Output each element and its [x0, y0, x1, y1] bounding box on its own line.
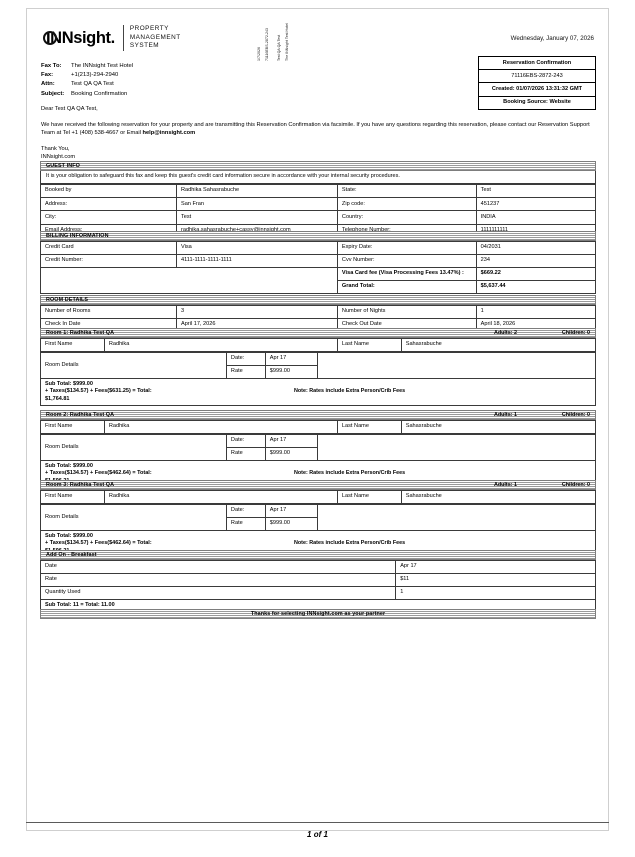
table-row	[41, 490, 596, 503]
innsight-logo	[41, 25, 181, 51]
table-row	[41, 211, 596, 224]
room-2-subtotal-line-2: + Taxes($134.57) + Fees($462.64) = Total:	[45, 470, 152, 477]
logo-circle-icon	[43, 31, 57, 45]
room-2-last-name-label: Last Name	[337, 420, 401, 433]
billing-spacer-2	[176, 267, 337, 293]
letter-paragraph	[41, 121, 593, 138]
fax-meta-row	[41, 71, 133, 80]
table-row	[41, 185, 596, 198]
addon-subtotal-text: Sub Total: 11 = Total: 11.00	[45, 602, 115, 609]
table-row	[41, 198, 596, 211]
check-out-value: April 18, 2026	[476, 318, 595, 331]
letter-signature	[41, 145, 593, 161]
footer-divider	[26, 822, 609, 823]
room-details-title: ROOM DETAILS	[46, 297, 89, 304]
number-of-rooms-label: Number of Rooms	[41, 305, 177, 318]
addon-table	[40, 560, 596, 601]
table-row	[41, 267, 596, 280]
room-block-3	[40, 480, 596, 558]
room-1-date-label: Date:	[226, 352, 265, 365]
room-3-details-label: Room Details	[41, 504, 227, 530]
room-3-rate-label: Rate	[226, 517, 265, 530]
room-1-last-name-label: Last Name	[337, 338, 401, 351]
room-2-date-label: Date:	[226, 434, 265, 447]
number-of-nights-value: 1	[476, 305, 595, 318]
grand-total-value: $5,637.44	[476, 281, 595, 294]
fax-sheet	[26, 8, 609, 831]
room-2-subtotal-line-1: Sub Total: $999.00	[45, 463, 93, 470]
booked-by-value: Radhika Sahasrabuche	[176, 185, 337, 198]
thanks-section	[40, 609, 596, 619]
room-3-last-name-label: Last Name	[337, 490, 401, 503]
room-3-subtotal-line-2: + Taxes($134.57) + Fees($462.64) = Total:	[45, 540, 152, 547]
city-value: Test	[176, 211, 337, 224]
guest-info-table	[40, 184, 596, 238]
addon-title: Add On - Breakfast	[46, 552, 97, 559]
logo-wordmark	[41, 29, 115, 48]
zip-label: Zip code:	[337, 198, 476, 211]
addon-date-label: Date	[41, 560, 396, 573]
guest-info-disclaimer: It is your obligation to safeguard this fax and keep this guest's credit card information secure in accordance with your internal security procedures.	[40, 171, 596, 185]
room-2-first-name-label: First Name	[41, 420, 105, 433]
fax-subject-value: Booking Confirmation	[71, 90, 128, 97]
addon-rate-value: $11	[396, 573, 596, 586]
fax-meta-row	[41, 80, 133, 89]
fax-meta-row	[41, 90, 133, 99]
stamp-line-1: 1/7/2026	[257, 47, 261, 61]
billing-header	[40, 231, 596, 241]
page-number: 1 of 1	[307, 830, 328, 839]
country-label: Country:	[337, 211, 476, 224]
table-row	[41, 586, 596, 599]
addon-date-value: Apr 17	[396, 560, 596, 573]
room-1-guest-table	[40, 338, 596, 352]
room-2-last-name-value: Sahasrabuche	[401, 420, 595, 433]
fax-to-label: Fax To:	[41, 63, 62, 69]
credit-card-label: Credit Card	[41, 241, 177, 254]
room-3-last-name-value: Sahasrabuche	[401, 490, 595, 503]
room-3-date-value: Apr 17	[265, 504, 318, 517]
room-2-adults: Adults: 1	[493, 412, 517, 419]
room-3-first-name-label: First Name	[41, 490, 105, 503]
logo-tagline-line-2: MANAGEMENT	[129, 33, 181, 41]
room-2-rate-table	[40, 434, 596, 461]
fax-subject-label: Subject:	[41, 90, 65, 97]
letter-body	[41, 105, 593, 161]
room-3-guest-table	[40, 490, 596, 504]
room-2-rate-spacer	[318, 434, 596, 460]
country-value: INDIA	[476, 211, 595, 224]
room-block-1	[40, 328, 596, 406]
table-row	[41, 434, 596, 447]
thanks-bar	[40, 609, 596, 619]
room-1-rate-spacer	[318, 352, 596, 378]
room-3-header	[40, 480, 596, 490]
fax-margin-stamp	[255, 23, 311, 63]
confirmation-created: Created: 01/07/2026 13:31:32 GMT	[479, 83, 595, 96]
room-1-date-value: Apr 17	[265, 352, 318, 365]
room-2-guest-table	[40, 420, 596, 434]
addon-rate-label: Rate	[41, 573, 396, 586]
state-value: Test	[476, 185, 595, 198]
reservation-confirmation-box	[478, 56, 596, 110]
room-2-note: Note: Rates include Extra Person/Crib Fees	[294, 470, 406, 477]
number-of-nights-label: Number of Nights	[337, 305, 476, 318]
table-row	[41, 420, 596, 433]
room-1-adults: Adults: 2	[493, 330, 517, 337]
room-3-first-name-value: Radhika	[104, 490, 337, 503]
guest-info-section	[40, 161, 596, 238]
address-label: Address:	[41, 198, 177, 211]
card-fee-value: $669.22	[476, 267, 595, 280]
billing-title: BILLING INFORMATION	[46, 233, 109, 240]
room-1-subtotal-line-3: $1,764.81	[45, 395, 70, 402]
zip-value: 451237	[476, 198, 595, 211]
room-3-title: Room 3: Radhika Test QA	[46, 482, 115, 489]
room-2-date-value: Apr 17	[265, 434, 318, 447]
fax-meta-block	[41, 62, 133, 99]
table-row	[41, 338, 596, 351]
booked-by-label: Booked by	[41, 185, 177, 198]
room-1-subtotal	[40, 379, 596, 406]
letter-paragraph-text: We have received the following reservation for your property and are transmitting this Reservation Confirmation via facsimile. If you have any questions regarding this reservation, please contact our Reservation Support Team at Tel +1 (408) 538-4667 or Email	[41, 121, 590, 137]
thanks-text: Thanks for selecting INNsight.com as your partner	[250, 611, 386, 618]
table-row	[41, 305, 596, 318]
room-1-first-name-label: First Name	[41, 338, 105, 351]
table-row	[41, 504, 596, 517]
check-out-label: Check Out Date	[337, 318, 476, 331]
table-row	[41, 573, 596, 586]
room-2-first-name-value: Radhika	[104, 420, 337, 433]
logo-tagline-line-3: SYSTEM	[129, 42, 160, 50]
fax-meta-row	[41, 62, 133, 71]
logo-tagline-line-1: PROPERTY	[129, 25, 169, 33]
header-date: Wednesday, January 07, 2026	[510, 35, 594, 42]
guest-info-header	[40, 161, 596, 171]
card-fee-label: Visa Card fee (Visa Processing Fees 13.47%) :	[337, 267, 476, 280]
grand-total-label: Grand Total:	[337, 281, 476, 294]
room-2-rate-value: $999.00	[265, 447, 318, 460]
room-3-rate-spacer	[318, 504, 596, 530]
room-1-rate-value: $999.00	[265, 365, 318, 378]
room-3-subtotal-line-1: Sub Total: $999.00	[45, 533, 93, 540]
address-value: San Fran	[176, 198, 337, 211]
city-label: City:	[41, 211, 177, 224]
check-in-value: April 17, 2026	[176, 318, 337, 331]
expiry-label: Expiry Date:	[337, 241, 476, 254]
table-row	[41, 241, 596, 254]
table-row	[41, 254, 596, 267]
number-of-rooms-value: 3	[176, 305, 337, 318]
letter-greeting: Dear Test QA QA Test,	[41, 106, 98, 112]
letter-sign-name: INNsight.com	[41, 153, 76, 160]
room-2-header	[40, 410, 596, 420]
billing-section	[40, 231, 596, 294]
logo-tagline	[130, 25, 181, 50]
room-1-title: Room 1: Radhika Test QA	[46, 330, 115, 337]
confirmation-title: Reservation Confirmation	[479, 57, 595, 70]
room-1-header	[40, 328, 596, 338]
stamp-line-3: Test QA QA Test	[277, 34, 281, 61]
addon-quantity-value: 1	[396, 586, 596, 599]
room-3-children: Children: 0	[561, 482, 590, 489]
fax-number-label: Fax:	[41, 72, 54, 79]
billing-table	[40, 241, 596, 295]
room-1-last-name-value: Sahasrabuche	[401, 338, 595, 351]
table-row	[41, 560, 596, 573]
room-1-children: Children: 0	[561, 330, 590, 337]
stamp-line-4: The INNsight Test Hotel	[285, 23, 289, 61]
room-2-details-label: Room Details	[41, 434, 227, 460]
credit-number-value: 4111-1111-1111-1111	[176, 254, 337, 267]
confirmation-booking-source: Booking Source: Website	[503, 99, 571, 106]
fax-number-value: +1(213)-294-2940	[71, 72, 119, 79]
room-3-rate-value: $999.00	[265, 517, 318, 530]
table-row	[41, 352, 596, 365]
letter-signoff: Thank You,	[41, 145, 70, 152]
room-2-rate-label: Rate	[226, 447, 265, 460]
logo-divider	[123, 25, 124, 51]
fax-attn-value: Test QA QA Test	[71, 81, 114, 88]
cvv-value: 234	[476, 254, 595, 267]
billing-spacer	[41, 267, 177, 293]
confirmation-number: 71116EBS-2872-243	[479, 70, 595, 83]
check-in-label: Check In Date	[41, 318, 177, 331]
room-3-note: Note: Rates include Extra Person/Crib Fees	[294, 540, 406, 547]
credit-card-value: Visa	[176, 241, 337, 254]
support-email: help@innsight.com	[142, 130, 196, 137]
room-1-subtotal-line-2: + Taxes($134.57) + Fees($631.25) = Total:	[45, 388, 152, 395]
guest-info-title: GUEST INFO	[46, 163, 80, 170]
room-1-details-label: Room Details	[41, 352, 227, 378]
addon-quantity-label: Quantity Used	[41, 586, 396, 599]
expiry-value: 04/2031	[476, 241, 595, 254]
room-2-title: Room 2: Radhika Test QA	[46, 412, 115, 419]
room-block-2	[40, 410, 596, 488]
logo-text: INNsight.	[46, 28, 115, 47]
addon-header	[40, 550, 596, 560]
cvv-label: Cvv Number:	[337, 254, 476, 267]
credit-number-label: Credit Number:	[41, 254, 177, 267]
stamp-line-2: 71116EBS-2872-243	[265, 27, 269, 61]
room-3-rate-table	[40, 504, 596, 531]
room-1-rate-table	[40, 352, 596, 379]
fax-to-value: The INNsight Test Hotel	[71, 63, 134, 69]
state-label: State:	[337, 185, 476, 198]
room-1-first-name-value: Radhika	[104, 338, 337, 351]
room-1-rate-label: Rate	[226, 365, 265, 378]
fax-attn-label: Attn:	[41, 81, 55, 88]
room-3-date-label: Date:	[226, 504, 265, 517]
room-details-section	[40, 295, 596, 332]
addon-section	[40, 550, 596, 613]
room-1-note: Note: Rates include Extra Person/Crib Fees	[294, 388, 406, 395]
room-1-subtotal-line-1: Sub Total: $999.00	[45, 381, 93, 388]
room-3-adults: Adults: 1	[493, 482, 517, 489]
room-details-header	[40, 295, 596, 305]
room-2-children: Children: 0	[561, 412, 590, 419]
